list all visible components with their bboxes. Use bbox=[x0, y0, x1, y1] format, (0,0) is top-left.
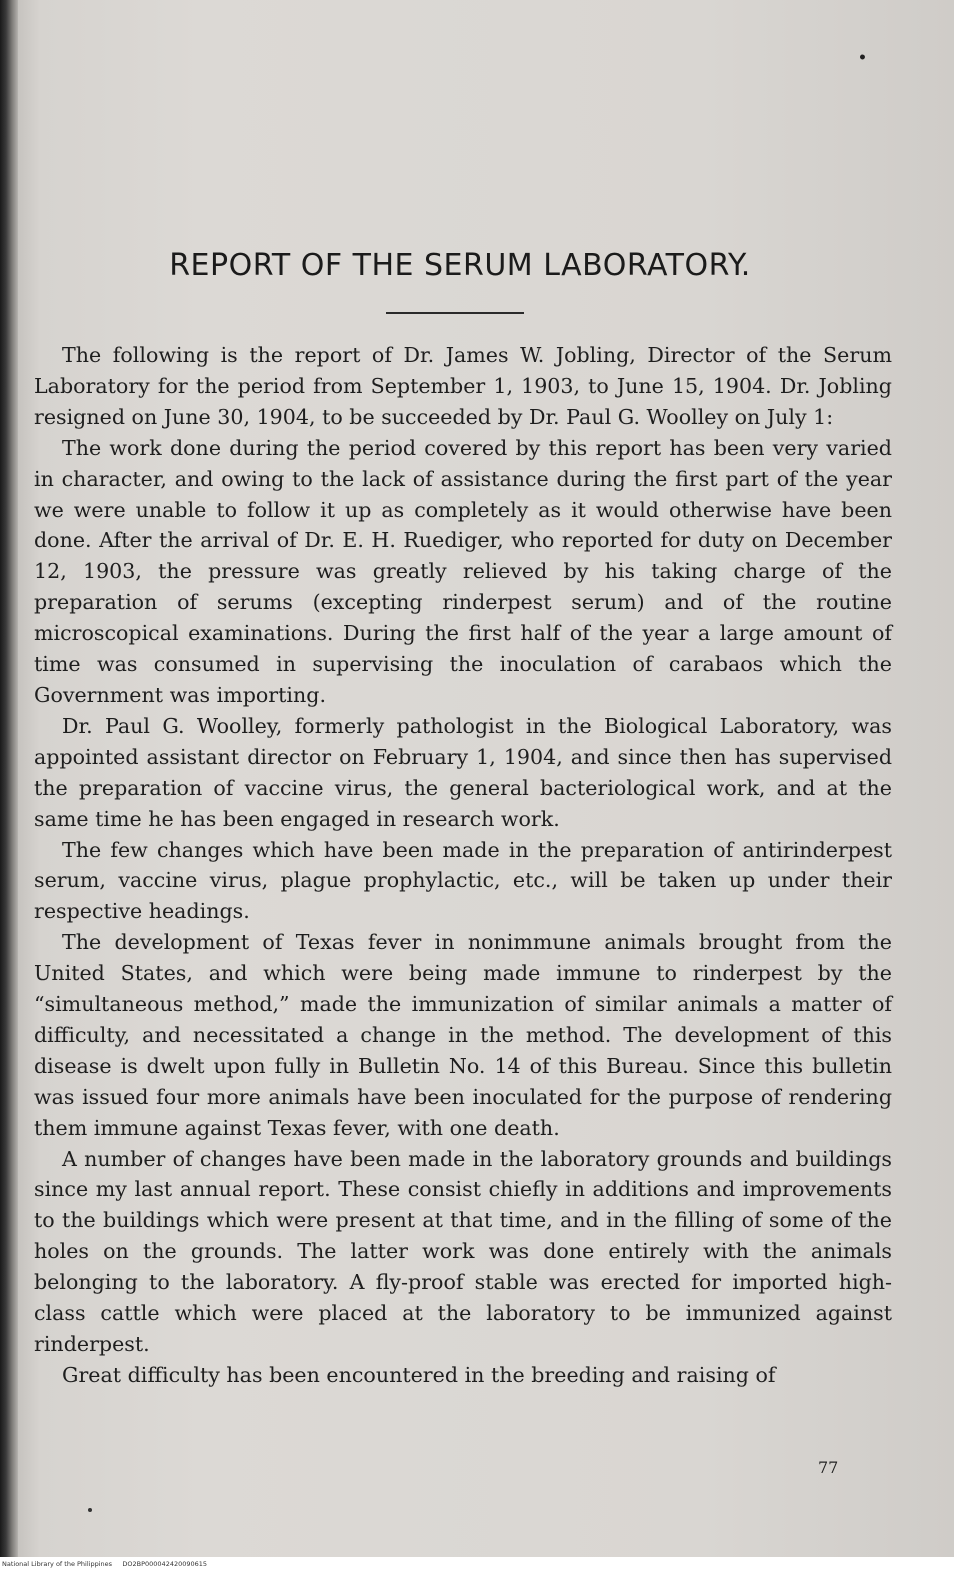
corner-mark: • bbox=[858, 50, 867, 66]
paragraph-intro: The following is the report of Dr. James W. Jobling, Director of the Serum Laboratory for the period from September 1, 1903, to June 15, 1904. Dr. Jobling resigned on June 30, 1904, to be succeeded by Dr. Paul G. Woolley on July 1: bbox=[34, 343, 892, 429]
scan-credit: National Library of the Philippines bbox=[2, 1560, 113, 1568]
title-divider bbox=[386, 312, 524, 314]
page-number: 77 bbox=[818, 1458, 839, 1477]
paragraph-grounds: A number of changes have been made in the laboratory grounds and buildings since my last annual report. These consist chiefly in additions and improvements to the buildings which were present at that time, and in the filling of some of the holes on the grounds. The latter work was done entirely with the animals belonging to the laboratory. A fly-proof stable was erected for imported high-class cattle which were placed at the laboratory to be immunized against rinderpest. bbox=[34, 1146, 892, 1356]
stray-dot bbox=[88, 1508, 92, 1512]
scan-footer-text bbox=[2, 1560, 207, 1568]
paragraph-woolley: Dr. Paul G. Woolley, formerly pathologist in the Biological Laboratory, was appointed assistant director on February 1, 1904, and since then has supervised the preparation of vaccine virus, the general bacteriological work, and at the same time he has been engaged in research work. bbox=[34, 713, 892, 831]
paragraph-work-done: The work done during the period covered by this report has been very varied in character, and owing to the lack of assistance during the first part of the year we were unable to follow it up as completely as it would otherwise have been done. After the arrival of Dr. E. H. Ruediger, who reported for duty on December 12, 1903, the pressure was greatly relieved by his taking charge of the preparation of serums (excepting rinderpest serum) and of the routine microscopical examinations. During the first half of the year a large amount of time was consumed in supervising the inoculation of carabaos which the Government was importing. bbox=[34, 435, 892, 707]
paragraph-texas-fever: The development of Texas fever in nonimmune animals brought from the United States, and which were being made immune to rinderpest by the “simultaneous method,” made the immunization of similar animals a matter of difficulty, and necessitated a change in the method. The development of this disease is dwelt upon fully in Bulletin No. 14 of this Bureau. Since this bulletin was issued four more animals have been inoculated for the purpose of rendering them immune against Texas fever, with one death. bbox=[34, 930, 892, 1140]
report-body bbox=[34, 340, 892, 1391]
report-title: REPORT OF THE SERUM LABORATORY. bbox=[169, 248, 751, 283]
scan-id: DO2BP000042420090615 bbox=[122, 1560, 208, 1568]
book-binding-edge bbox=[0, 0, 18, 1574]
paragraph-changes: The few changes which have been made in the preparation of antirinderpest serum, vaccine virus, plague prophylactic, etc., will be taken up under their respective headings. bbox=[34, 837, 892, 924]
paragraph-breeding: Great difficulty has been encountered in the breeding and raising of bbox=[62, 1362, 776, 1387]
